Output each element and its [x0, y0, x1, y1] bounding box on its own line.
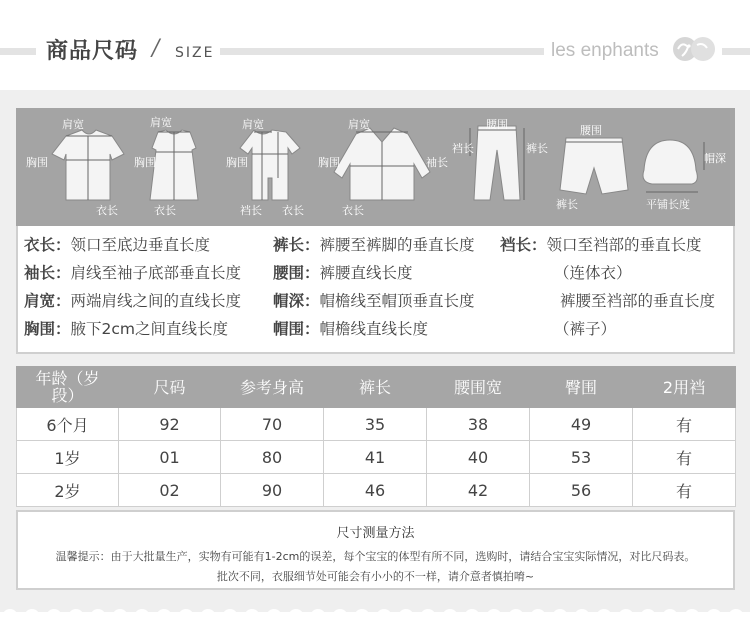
table-cell: 38 — [427, 408, 530, 441]
label-romper-length: 衣长 — [282, 204, 304, 217]
def-item: 袖长：肩线至袖子底部垂直长度 — [24, 264, 242, 282]
table-cell: 1岁 — [17, 441, 119, 474]
def-item: 裆长：领口至裆部的垂直长度 — [500, 236, 702, 254]
elephant-logo-icon — [670, 35, 718, 63]
shorts-icon — [560, 138, 628, 194]
notes-line: 批次不同，衣服细节处可能会有小小的不一样，请介意者慎拍唷~ — [216, 570, 535, 583]
label-tshirt-length: 衣长 — [96, 204, 118, 217]
title-separator: / — [152, 36, 160, 61]
table-row — [17, 408, 736, 441]
def-item: 裤长：裤腰至裤脚的垂直长度 — [273, 236, 475, 254]
header-line-middle — [220, 48, 544, 55]
table-header-row — [17, 367, 736, 408]
table-cell: 40 — [427, 441, 530, 474]
notes-line: 温馨提示：由于大批量生产，实物有可能有1-2cm的误差，每个宝宝的体型有所不同，选购时，请结合宝宝实际情况，对比尺码表。 — [55, 550, 696, 563]
label-hat-depth: 帽深 — [704, 152, 726, 165]
label-shorts-length: 裤长 — [556, 198, 578, 211]
def-item: 帽围：帽檐线直线长度 — [273, 320, 429, 338]
col-header: 年龄（岁段） — [17, 367, 119, 408]
col-header: 臀围 — [530, 367, 633, 408]
label-jacket-shoulder: 肩宽 — [348, 118, 370, 131]
table-cell: 49 — [530, 408, 633, 441]
label-dress-shoulder: 肩宽 — [150, 116, 172, 129]
hat-icon — [643, 140, 697, 184]
header-line-left — [0, 48, 36, 55]
page-title: 商品尺码 — [46, 39, 139, 64]
label-shorts-waist: 腰围 — [580, 124, 602, 137]
def-item: （连体衣） — [554, 264, 632, 282]
brand-name: les enphants — [551, 40, 659, 61]
label-romper-shoulder: 肩宽 — [242, 118, 264, 131]
table-cell: 01 — [119, 441, 221, 474]
label-romper-chest: 胸围 — [226, 156, 248, 169]
label-dress-chest: 胸围 — [134, 156, 156, 169]
page-subtitle: SIZE — [175, 45, 215, 61]
table-cell: 6个月 — [17, 408, 119, 441]
measurement-notes — [16, 510, 735, 590]
def-item: 胸围：腋下2cm之间直线长度 — [24, 320, 228, 338]
label-tshirt-shoulder: 肩宽 — [62, 118, 84, 131]
table-cell: 02 — [119, 474, 221, 507]
def-item: 衣长：领口至底边垂直长度 — [24, 236, 211, 254]
table-cell: 46 — [324, 474, 427, 507]
header-line-right — [722, 48, 750, 55]
label-pants-crotch: 裆长 — [452, 142, 474, 155]
table-cell: 70 — [221, 408, 324, 441]
col-header: 2用裆 — [633, 367, 736, 408]
table-cell: 41 — [324, 441, 427, 474]
table-cell: 92 — [119, 408, 221, 441]
table-cell: 80 — [221, 441, 324, 474]
table-row — [17, 441, 736, 474]
table-cell: 有 — [633, 474, 736, 507]
label-dress-length: 衣长 — [154, 204, 176, 217]
table-cell: 有 — [633, 408, 736, 441]
table-cell: 90 — [221, 474, 324, 507]
page-header — [0, 0, 750, 100]
table-cell: 2岁 — [17, 474, 119, 507]
label-jacket-length: 衣长 — [342, 204, 364, 217]
table-cell: 42 — [427, 474, 530, 507]
label-jacket-chest: 胸围 — [318, 156, 340, 169]
table-cell: 35 — [324, 408, 427, 441]
label-romper-crotch: 裆长 — [240, 204, 262, 217]
col-header: 参考身高 — [221, 367, 324, 408]
size-table — [16, 366, 736, 507]
col-header: 腰围宽 — [427, 367, 530, 408]
col-header: 裤长 — [324, 367, 427, 408]
label-pants-length: 裤长 — [526, 142, 548, 155]
label-jacket-sleeve: 袖长 — [426, 156, 448, 169]
table-cell: 53 — [530, 441, 633, 474]
def-item: 肩宽：两端肩线之间的直线长度 — [24, 292, 242, 310]
def-item: （裤子） — [554, 320, 617, 338]
def-item: 帽深：帽檐线至帽顶垂直长度 — [273, 292, 475, 310]
col-header: 尺码 — [119, 367, 221, 408]
label-pants-waist: 腰围 — [486, 118, 508, 131]
romper-icon — [240, 130, 300, 200]
label-hat-flat: 平铺长度 — [646, 198, 690, 211]
pants-icon — [474, 126, 520, 200]
scallop-edge — [0, 603, 750, 621]
table-row — [17, 474, 736, 507]
table-cell: 56 — [530, 474, 633, 507]
def-item: 腰围：裤腰直线长度 — [273, 264, 413, 282]
measurement-diagram — [16, 108, 735, 226]
notes-title: 尺寸测量方法 — [336, 526, 415, 541]
garment-illustrations — [16, 108, 735, 226]
table-cell: 有 — [633, 441, 736, 474]
label-tshirt-chest: 胸围 — [26, 156, 48, 169]
def-item: 裤腰至裆部的垂直长度 — [560, 292, 716, 310]
measurement-definitions — [16, 226, 735, 354]
